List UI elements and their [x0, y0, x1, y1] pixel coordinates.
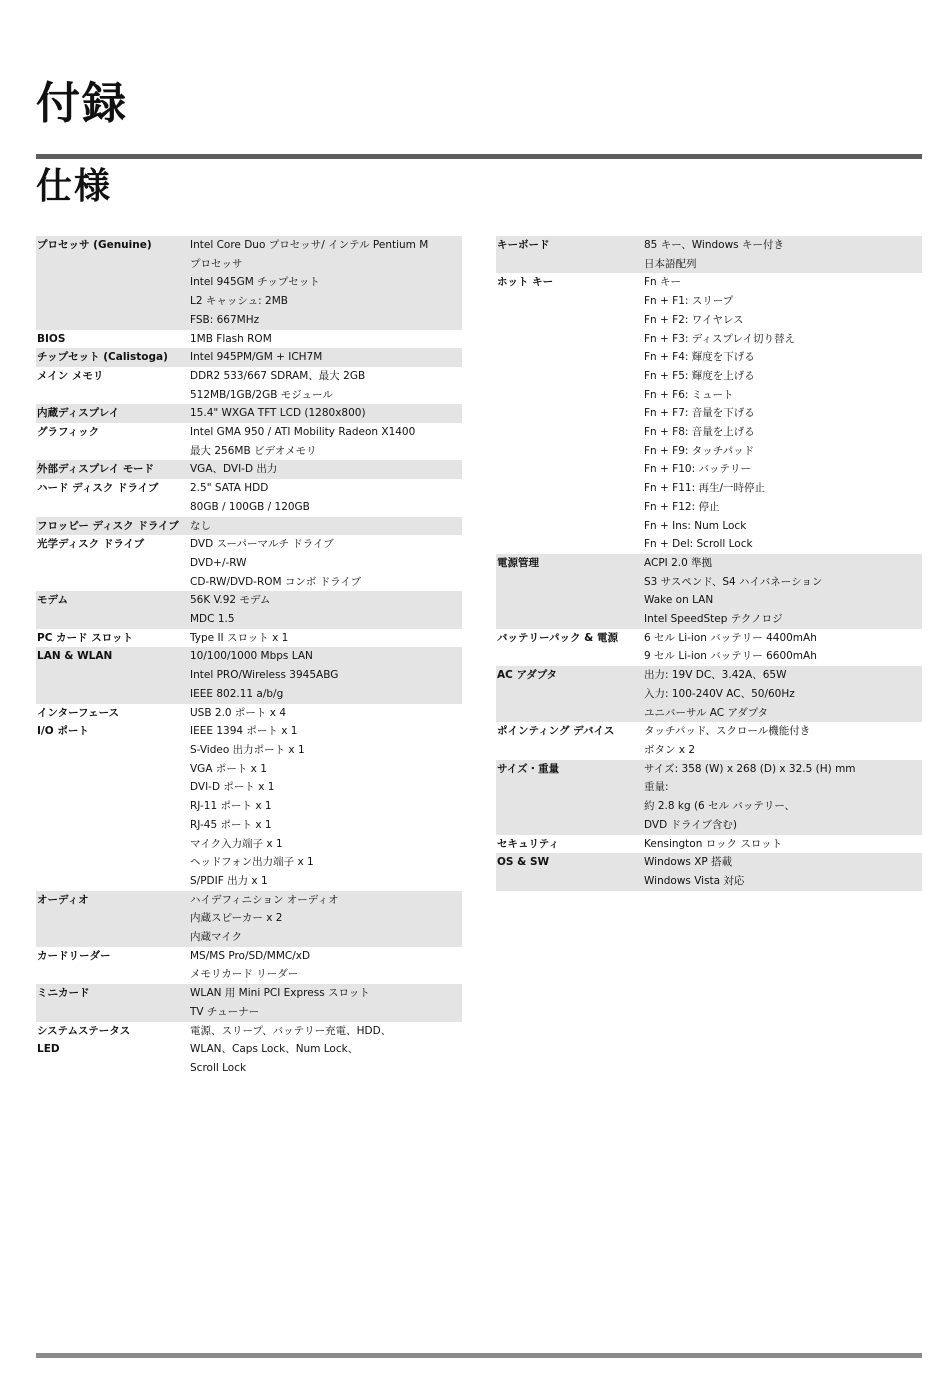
spec-row — [36, 517, 462, 536]
spec-label: ハード ディスク ドライブ — [37, 482, 159, 495]
spec-label: カードリーダー — [37, 949, 111, 962]
spec-row — [36, 236, 462, 330]
spec-label: フロッピー ディスク ドライブ — [37, 519, 179, 532]
spec-value: DDR2 533/667 SDRAM、最大 2GB 512MB/1GB/2GB モジュール — [190, 369, 366, 401]
spec-row — [496, 236, 922, 273]
spec-label: グラフィック — [37, 426, 100, 439]
spec-value: 6 セル Li-ion バッテリー 4400mAh 9 セル Li-ion バッテリー 6600mAh — [644, 631, 817, 663]
spec-row — [496, 554, 922, 629]
spec-label: システムステータス LED — [37, 1024, 131, 1056]
spec-row — [36, 460, 462, 479]
spec-row — [36, 704, 462, 891]
spec-label: OS & SW — [497, 856, 550, 869]
spec-row — [36, 629, 462, 648]
spec-row — [36, 891, 462, 947]
spec-label: ポインティング デバイス — [497, 725, 615, 738]
spec-label: チップセット (Calistoga) — [37, 351, 168, 364]
spec-value: Windows XP 搭載 Windows Vista 対応 — [644, 856, 745, 887]
spec-label: プロセッサ (Genuine) — [37, 239, 152, 251]
spec-row — [496, 273, 922, 554]
spec-row — [36, 404, 462, 423]
spec-row — [496, 760, 922, 835]
spec-label: ホット キー — [497, 276, 554, 289]
spec-label: インターフェース I/O ポート — [37, 706, 120, 738]
spec-label: モデム — [37, 594, 68, 607]
spec-label: セキュリティ — [497, 837, 559, 850]
page-title: 付録 — [36, 78, 128, 129]
spec-value: 1MB Flash ROM — [190, 332, 272, 345]
spec-row — [496, 722, 922, 759]
spec-table-right — [496, 236, 922, 891]
spec-label: BIOS — [37, 332, 66, 345]
spec-value: Kensington ロック スロット — [644, 837, 783, 850]
spec-label: オーディオ — [37, 893, 89, 906]
spec-value: Intel Core Duo プロセッサ/ インテル Pentium M プロセッサ Intel 945GM チップセット L2 キャッシュ: 2MB FSB: 667MHz — [190, 239, 429, 326]
spec-label: 外部ディスプレイ モード — [37, 463, 154, 476]
spec-value: 10/100/1000 Mbps LAN Intel PRO/Wireless 3945ABG IEEE 802.11 a/b/g — [190, 650, 339, 700]
spec-row — [36, 535, 462, 591]
spec-row — [36, 479, 462, 516]
spec-label: LAN & WLAN — [37, 650, 113, 663]
spec-row — [36, 591, 462, 628]
spec-label: メイン メモリ — [37, 369, 104, 382]
spec-label: キーボード — [497, 239, 550, 251]
spec-value: ACPI 2.0 準拠 S3 サスペンド、S4 ハイバネーション Wake on LAN Intel SpeedStep テクノロジ — [644, 556, 823, 626]
spec-row — [496, 835, 922, 854]
section-title: 仕様 — [36, 166, 113, 207]
spec-value: 2.5" SATA HDD 80GB / 100GB / 120GB — [190, 482, 310, 513]
spec-row — [36, 947, 462, 984]
footer-rule — [36, 1353, 922, 1358]
spec-label: バッテリーパック & 電源 — [497, 631, 618, 644]
spec-value: MS/MS Pro/SD/MMC/xD メモリカード リーダー — [190, 949, 311, 981]
spec-row — [36, 647, 462, 703]
spec-row — [36, 348, 462, 367]
spec-value: タッチパッド、スクロール機能付き ボタン x 2 — [644, 725, 811, 756]
spec-label: 内蔵ディスプレイ — [37, 407, 120, 420]
spec-value: 85 キー、Windows キー付き 日本語配列 — [644, 239, 784, 270]
spec-table-left — [36, 236, 462, 1078]
spec-value: 56K V.92 モデム MDC 1.5 — [190, 594, 271, 626]
spec-row — [36, 423, 462, 460]
spec-value: サイズ: 358 (W) x 268 (D) x 32.5 (H) mm 重量: 約 2.8 kg (6 セル バッテリー、 DVD ドライブ含む) — [644, 762, 856, 831]
spec-row — [36, 367, 462, 404]
spec-row — [496, 629, 922, 666]
spec-value: ハイデフィニション オーディオ 内蔵スピーカー x 2 内蔵マイク — [190, 893, 339, 944]
title-rule — [36, 154, 922, 159]
spec-label: 光学ディスク ドライブ — [37, 538, 145, 551]
spec-label: 電源管理 — [497, 556, 539, 569]
spec-value: Type II スロット x 1 — [190, 631, 289, 644]
spec-value: USB 2.0 ポート x 4 IEEE 1394 ポート x 1 S-Video 出力ポート x 1 VGA ポート x 1 DVI-D ポート x 1 RJ-11 ポート x 1 RJ-45 ポート x 1 マイク入力端子 x 1 ヘッドフォン出力端子 x 1 S/PDIF 出力 x 1 — [190, 706, 314, 887]
spec-value: 電源、スリープ、バッテリー充電、HDD、 WLAN、Caps Lock、Num Lock、 Scroll Lock — [190, 1024, 392, 1074]
spec-label: サイズ・重量 — [497, 762, 560, 775]
spec-value: WLAN 用 Mini PCI Express スロット TV チューナー — [190, 987, 370, 1018]
spec-row — [36, 1022, 462, 1078]
spec-label: AC アダプタ — [497, 669, 558, 682]
spec-label: PC カード スロット — [37, 631, 134, 644]
spec-value: なし — [190, 519, 211, 532]
spec-row — [496, 853, 922, 890]
spec-label: ミニカード — [37, 987, 90, 1000]
spec-value: 15.4" WXGA TFT LCD (1280x800) — [190, 407, 366, 420]
spec-value: Fn キー Fn + F1: スリープ Fn + F2: ワイヤレス Fn + F3: ディスプレイ切り替え Fn + F4: 輝度を下げる Fn + F5: 輝度を上げる Fn + F6: ミュート Fn + F7: 音量を下げる Fn + F8: 音量を上げる Fn + F9: タッチパッド Fn + F10: バッテリー Fn + F11: 再生/一時停止 Fn + F12: 停止 Fn + Ins: Num Lock Fn + Del: Scroll Lock — [644, 276, 795, 551]
spec-row — [36, 330, 462, 349]
spec-value: Intel 945PM/GM + ICH7M — [190, 351, 323, 364]
spec-value: Intel GMA 950 / ATI Mobility Radeon X1400 最大 256MB ビデオメモリ — [190, 426, 416, 457]
spec-value: DVD スーパーマルチ ドライブ DVD+/-RW CD-RW/DVD-ROM コンボ ドライブ — [190, 538, 362, 588]
spec-row — [496, 666, 922, 722]
spec-value: VGA、DVI-D 出力 — [190, 463, 278, 476]
spec-row — [36, 984, 462, 1021]
spec-value: 出力: 19V DC、3.42A、65W 入力: 100-240V AC、50/60Hz ユニバーサル AC アダプタ — [644, 669, 795, 719]
